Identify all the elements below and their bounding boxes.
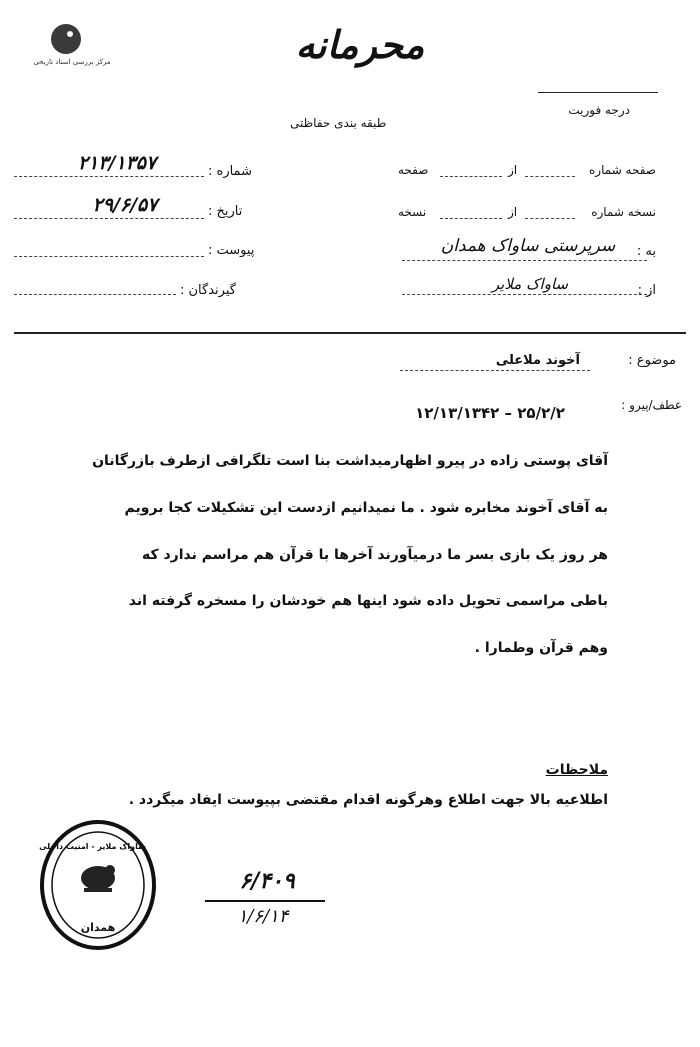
- archive-logo-caption: مرکز بررسی اسناد تاریخی: [33, 58, 111, 66]
- body-line-4: باطی مراسمی تحویل داده شود اینها هم خودشان را مسخره گرفته اند: [128, 593, 608, 609]
- official-stamp: [38, 818, 158, 953]
- number-value: ۲۱۳/۱۳۵۷: [77, 152, 157, 174]
- subject-line: [400, 370, 590, 371]
- to-label: به :: [636, 244, 656, 259]
- page-total-line: [440, 176, 502, 177]
- number-line: [14, 176, 204, 177]
- to-value: سرپرستی ساواک همدان: [440, 236, 616, 256]
- attachment-label: پیوست :: [208, 243, 255, 258]
- number-label: شماره :: [208, 164, 252, 179]
- reference-label: عطف/پیرو :: [621, 398, 682, 412]
- subject-label: موضوع :: [628, 353, 676, 368]
- attachment-line: [14, 256, 204, 257]
- copy-number-line: [525, 218, 575, 219]
- urgency-line: [538, 92, 658, 93]
- urgency-label: درجه فوریت: [568, 103, 630, 117]
- archive-emblem-icon: [48, 22, 84, 56]
- notes-label: ملاحظات: [545, 762, 608, 778]
- date-value: ۲۹/۶/۵۷: [92, 194, 158, 216]
- page-label: صفحه: [398, 163, 429, 177]
- copy-label: نسخه: [398, 205, 427, 219]
- lion-emblem-icon: [81, 865, 115, 892]
- body-line-1: آقای پوستی زاده در پیرو اظهارمیداشت بنا است تلگرافی ازطرف بازرگانان: [92, 453, 608, 469]
- document-title: محرمانه: [295, 22, 425, 67]
- classification-label: طبقه بندی حفاظتی: [290, 116, 387, 130]
- page-number-label: صفحه شماره: [589, 163, 656, 177]
- reference-value: ۲۵/۲/۲ – ۱۲/۱۳/۱۳۴۲: [415, 404, 565, 422]
- body-line-5: وهم قرآن وطمارا .: [474, 640, 608, 656]
- from-label: از :: [637, 283, 656, 298]
- date-line: [14, 218, 204, 219]
- notes-text: اطلاعیه بالا جهت اطلاع وهرگونه اقدام مقتضی بپیوست ایفاد میگردد .: [128, 792, 608, 808]
- copy-number-label: نسخه شماره: [591, 205, 656, 219]
- archive-logo: [22, 22, 122, 72]
- recipients-line: [14, 294, 176, 295]
- of-label-2: از: [508, 205, 518, 219]
- handwritten-note-1: ۶/۴۰۹: [239, 868, 295, 894]
- recipients-label: گیرندگان :: [180, 283, 236, 298]
- from-value: ساواک ملایر: [491, 275, 569, 293]
- stamp-text: ساواک ملایر - امنیت داخلی: [39, 842, 146, 851]
- body-line-2: به آقای آخوند مخابره شود . ما نمیدانیم ازدست این تشکیلات کجا برویم: [124, 500, 608, 516]
- header-divider: [14, 332, 686, 334]
- page-number-line: [525, 176, 575, 177]
- handwritten-note-2: ۱/۶/۱۴: [237, 906, 289, 927]
- to-line: [402, 260, 647, 261]
- from-line: [402, 294, 647, 295]
- body-line-3: هر روز یک بازی بسر ما درمیآورند آخرها با قرآن هم مراسم ندارد که: [141, 547, 608, 563]
- of-label-1: از: [508, 163, 518, 177]
- handwritten-rule: [205, 900, 325, 902]
- date-label: تاریخ :: [208, 204, 243, 219]
- stamp-city: همدان: [80, 921, 116, 934]
- subject-value: آخوند ملاعلی: [495, 353, 580, 368]
- copy-total-line: [440, 218, 502, 219]
